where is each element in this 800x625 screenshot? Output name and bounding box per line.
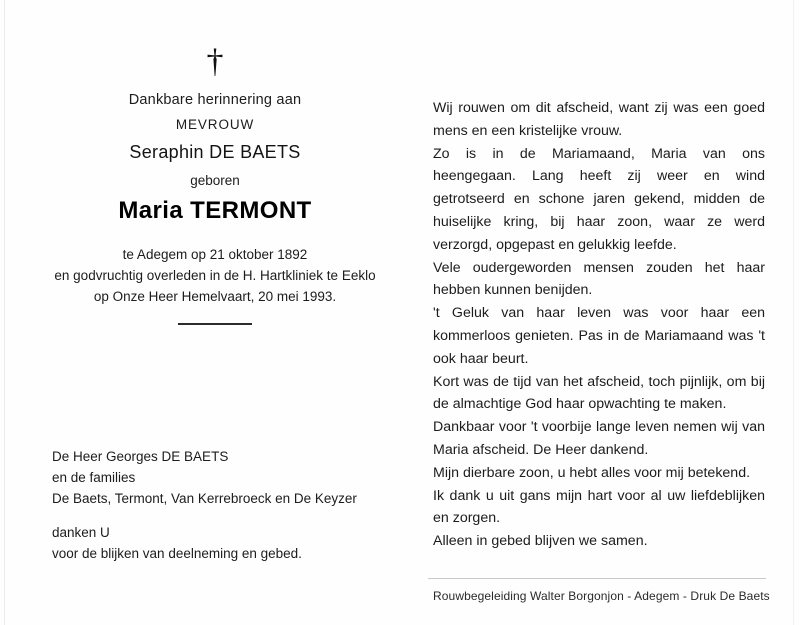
scan-edge-left [4,0,5,625]
eulogy-paragraph: Kort was de tijd van het afscheid, toch pijnlijk, om bij de almachtige God haar opwachting te maken. [433,373,765,413]
printer-credit: Rouwbegeleiding Walter Borgonjon - Adegem - Druk De Baets [433,589,770,603]
geboren-label: geboren [190,173,240,188]
eulogy-paragraph: Ik dank u uit gans mijn hart voor al uw liefdeblijken en zorgen. [433,487,765,527]
scan-edge-right [793,0,794,625]
deceased-name: Maria TERMONT [118,197,312,224]
left-panel [20,0,410,625]
spouse-name: Seraphin DE BAETS [129,142,301,162]
family-line-3: De Baets, Termont, Van Kerrebroeck en De Keyzer [52,491,357,506]
honorific-label: MEVROUW [175,117,255,132]
footer-divider [428,578,766,579]
eulogy-paragraph: Dankbaar voor 't voorbije lange leven nemen wij van Maria afscheid. De Heer dankend. [433,419,765,458]
family-line-2: en de families [52,470,136,485]
family-acknowledgement [52,446,402,564]
eulogy-paragraph: Zo is in de Mariamaand, Maria van ons heengegaan. Lang heeft zij weer en wind getrotseerd en schone jaren gekend, midden de huiselijke kring, bij haar zoon, waar ze werd verzorgd, opgepast en gelukkig leefde. [433,145,765,253]
family-line-1: De Heer Georges DE BAETS [52,449,229,464]
family-block-spacer [52,509,402,522]
family-line-5: voor de blijken van deelneming en gebed. [52,546,302,561]
birth-line: te Adegem op 21 oktober 1892 [122,247,308,262]
death-line-2: op Onze Heer Hemelvaart, 20 mei 1993. [93,289,337,304]
life-dates [20,244,410,307]
family-line-4: danken U [52,525,110,540]
cross-icon: † [206,43,224,80]
death-line-1: en godvruchtig overleden in de H. Hartkliniek te Eeklo [54,268,376,283]
section-divider [178,323,252,325]
eulogy-paragraph: Alleen in gebed blijven we samen. [433,533,648,550]
eulogy-text-panel [433,97,765,553]
memorial-lead-text: Dankbare herinnering aan [128,92,302,108]
eulogy-paragraph: Mijn dierbare zoon, u hebt alles voor mij betekend. [433,464,751,481]
eulogy-paragraph: Vele oudergeworden mensen zouden het haar hebben kunnen benijden. [433,259,765,299]
eulogy-paragraph: 't Geluk van haar leven was voor haar een kommerloos genieten. Pas in de Mariamaand was 't ook haar beurt. [433,305,765,367]
eulogy-paragraph: Wij rouwen om dit afscheid, want zij was een goed mens en een kristelijke vrouw. [433,100,765,139]
